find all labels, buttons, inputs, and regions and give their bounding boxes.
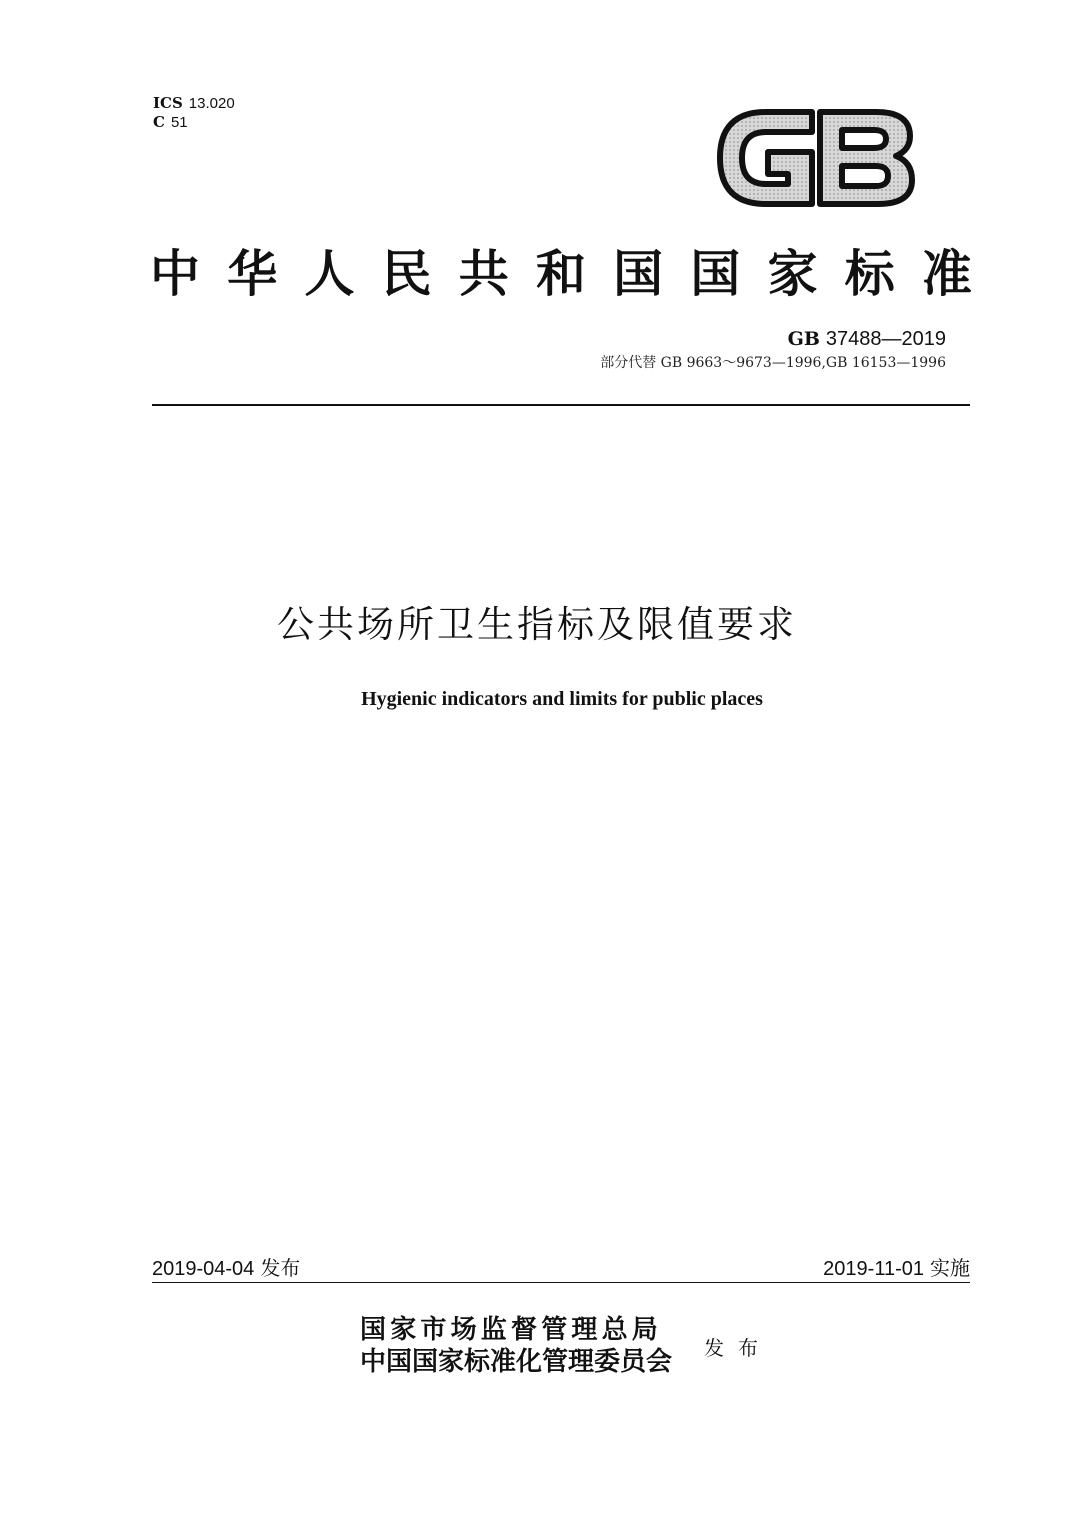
issuers-issue-word: 发布 [704,1336,772,1360]
ics-code [153,94,235,113]
gb-prefix: GB [787,328,820,350]
title-char: 国 [613,244,664,303]
title-char: 标 [844,244,895,303]
document-title-cn: 公共场所卫生指标及限值要求 [277,603,797,646]
implement-date-word: 实施 [930,1256,970,1280]
replaces-note: 部分代替 GB 9663～9673—1996,GB 16153—1996 [600,355,946,371]
ics-label: ICS [153,94,183,112]
issuer-line-2: 中国国家标准化管理委员会 [360,1347,673,1377]
top-divider [152,404,970,406]
issuer-line-1: 国家市场监督管理总局 [360,1315,663,1345]
title-char: 和 [535,244,586,303]
classification-codes [153,94,235,132]
standard-number [788,328,946,351]
bottom-divider [152,1282,970,1283]
issue-date-group [152,1252,300,1281]
title-char: 家 [767,244,818,303]
national-standard-title [150,238,972,302]
gb-logo-icon [716,104,916,212]
document-title-en: Hygienic indicators and limits for public places [361,688,763,710]
title-char: 华 [227,244,278,303]
title-char: 共 [458,244,509,303]
title-char: 中 [150,244,200,303]
ccs-value: 51 [170,114,188,131]
title-char: 准 [921,244,972,303]
standard-number-value: 37488—2019 [825,328,946,350]
title-char: 国 [690,244,741,303]
date-row [152,1252,970,1281]
issue-date: 2019-04-04 [152,1258,255,1280]
title-char: 人 [304,244,355,303]
issue-date-word: 发布 [260,1256,301,1280]
title-char: 民 [381,244,432,303]
implement-date: 2019-11-01 [823,1258,924,1280]
ccs-code [153,113,235,132]
issuing-authorities [360,1314,672,1378]
ccs-label: C [153,113,165,131]
ics-value: 13.020 [188,95,235,112]
implement-date-group [823,1252,970,1281]
